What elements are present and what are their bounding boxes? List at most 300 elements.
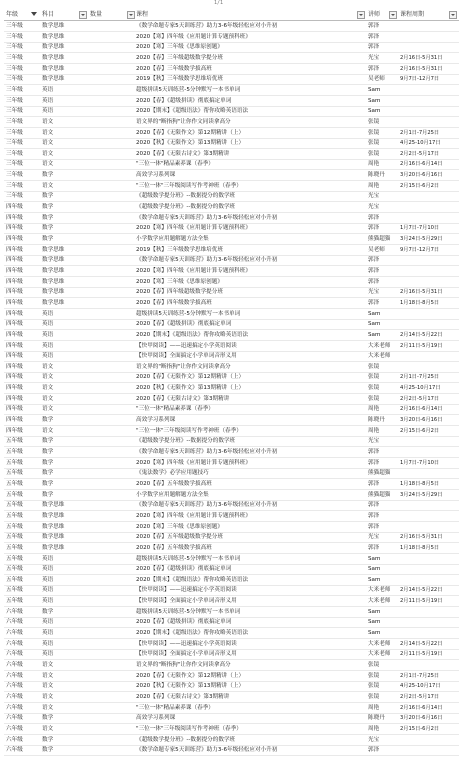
table-row[interactable]: [4, 223, 459, 234]
table-row[interactable]: [4, 234, 459, 245]
cell-teacher[interactable]: 吴老师: [368, 246, 385, 253]
cell-grade[interactable]: 六年级: [6, 619, 23, 626]
cell-teacher[interactable]: 张镜: [368, 129, 380, 136]
cell-course[interactable]: 高效学习系列课: [136, 417, 176, 424]
table-row[interactable]: [4, 341, 459, 352]
cell-period[interactable]: 2月15日-6月2日: [400, 427, 440, 434]
cell-period[interactable]: 2月16日-6月14日: [400, 406, 443, 413]
cell-grade[interactable]: 五年级: [6, 491, 23, 498]
cell-course[interactable]: 2020【期末】《超级语法》帮你攻略英语语法: [136, 576, 249, 583]
cell-subject[interactable]: 数学: [42, 172, 54, 179]
cell-subject[interactable]: 数学思维: [42, 267, 65, 274]
cell-course[interactable]: 2020【期末】《超级语法》帮你攻略英语语法: [136, 331, 249, 338]
cell-teacher[interactable]: 光宝: [368, 534, 380, 541]
cell-grade[interactable]: 五年级: [6, 459, 23, 466]
cell-grade[interactable]: 三年级: [6, 193, 23, 200]
cell-subject[interactable]: 数学: [42, 204, 54, 211]
cell-grade[interactable]: 五年级: [6, 555, 23, 562]
cell-course[interactable]: 2020【寒】三年级《思维原创题》: [136, 44, 223, 51]
cell-subject[interactable]: 英语: [42, 86, 54, 93]
cell-teacher[interactable]: Sam: [368, 108, 381, 115]
table-row[interactable]: [4, 202, 459, 213]
cell-grade[interactable]: 三年级: [6, 118, 23, 125]
cell-period[interactable]: 2月16日-5月31日: [400, 534, 443, 541]
cell-subject[interactable]: 语文: [42, 406, 54, 413]
cell-grade[interactable]: 五年级: [6, 576, 23, 583]
cell-course[interactable]: 超级拼读5天训练营-5分钟默写一本书单词: [136, 310, 241, 317]
cell-subject[interactable]: 语文: [42, 182, 54, 189]
table-row[interactable]: [4, 479, 459, 490]
cell-course[interactable]: 《数学命题专家5天训练营》助力3-6年级轻松应对小升初: [136, 23, 278, 29]
cell-subject[interactable]: 语文: [42, 683, 54, 690]
cell-period[interactable]: [400, 32, 458, 42]
table-row[interactable]: [4, 447, 459, 458]
cell-teacher[interactable]: 光宝: [368, 54, 380, 61]
table-row[interactable]: [4, 543, 459, 554]
table-row[interactable]: [4, 713, 459, 724]
cell-grade[interactable]: 六年级: [6, 693, 23, 700]
cell-period[interactable]: 2月16日-5月31日: [400, 289, 443, 296]
cell-course[interactable]: 2019【秋】三年级数学思维培优班: [136, 246, 223, 253]
cell-grade[interactable]: 三年级: [6, 65, 23, 72]
cell-teacher[interactable]: 张镜: [368, 662, 380, 668]
cell-teacher[interactable]: Sam: [368, 555, 381, 562]
cell-period[interactable]: 2月1日-7月25日: [400, 672, 440, 679]
cell-course[interactable]: 2020【春】五年级数学拔高班: [136, 544, 212, 551]
table-row[interactable]: [4, 298, 459, 309]
cell-period[interactable]: [400, 500, 458, 510]
cell-grade[interactable]: 六年级: [6, 704, 23, 711]
table-row[interactable]: [4, 53, 459, 64]
cell-subject[interactable]: 语文: [42, 374, 54, 381]
cell-course[interactable]: 超级拼读5天训练营-5分钟默写一本书单词: [136, 555, 241, 562]
cell-period[interactable]: [400, 255, 458, 265]
cell-grade[interactable]: 六年级: [6, 683, 23, 690]
cell-course[interactable]: 2020【春】五年级数学拔高班: [136, 480, 212, 487]
cell-subject[interactable]: 数学思维: [42, 512, 65, 519]
cell-period[interactable]: 2月11日-5月19日: [400, 651, 443, 658]
cell-subject[interactable]: 语文: [42, 395, 54, 402]
cell-period[interactable]: [400, 607, 458, 617]
cell-course[interactable]: 《数学命题专家5天训练营》助力3-6年级轻松应对小升初: [136, 214, 278, 221]
cell-grade[interactable]: 三年级: [6, 150, 23, 157]
table-row[interactable]: [4, 64, 459, 75]
cell-teacher[interactable]: 大米老师: [368, 587, 391, 594]
cell-period[interactable]: 2月1日-7月25日: [400, 374, 440, 381]
cell-subject[interactable]: 数学思维: [42, 502, 65, 509]
table-row[interactable]: [4, 383, 459, 394]
cell-course[interactable]: "三位一体"三年级阅读写作考神班（春季）: [136, 182, 242, 189]
cell-course[interactable]: 2020【春】《无限古诗文》第3期精讲: [136, 395, 230, 402]
table-row[interactable]: [4, 266, 459, 277]
cell-teacher[interactable]: 陈晓丹: [368, 417, 385, 424]
cell-teacher[interactable]: 张镜: [368, 693, 380, 700]
cell-course[interactable]: 2020【秋】《无限作文》第13期精讲（上）: [136, 385, 245, 392]
cell-teacher[interactable]: 吴老师: [368, 76, 385, 83]
cell-grade[interactable]: 四年级: [6, 353, 23, 360]
cell-course[interactable]: 【快甲阅读】全面搞定小学单词音形义用: [136, 651, 237, 658]
cell-period[interactable]: 2月2日-5月17日: [400, 693, 440, 700]
cell-teacher[interactable]: 郭泽: [368, 278, 380, 285]
cell-subject[interactable]: 数学: [42, 747, 54, 754]
table-row[interactable]: [4, 245, 459, 256]
cell-grade[interactable]: 四年级: [6, 214, 23, 221]
cell-period[interactable]: 9月7日-12月7日: [400, 76, 440, 83]
cell-teacher[interactable]: 郭泽: [368, 225, 380, 232]
cell-period[interactable]: [400, 117, 458, 127]
cell-teacher[interactable]: 郭泽: [368, 523, 380, 530]
cell-course[interactable]: 2020【寒】三年级《思维原创题》: [136, 278, 223, 285]
cell-period[interactable]: [400, 362, 458, 372]
header-quantity[interactable]: [90, 10, 136, 20]
cell-grade[interactable]: 五年级: [6, 449, 23, 455]
header-course[interactable]: [136, 10, 366, 20]
cell-course[interactable]: 2020【寒】四年级《应用题计算专题预科班》: [136, 459, 251, 466]
table-row[interactable]: [4, 522, 459, 533]
cell-teacher[interactable]: 张镜: [368, 385, 380, 392]
cell-subject[interactable]: 数学: [42, 193, 54, 200]
cell-period[interactable]: 3月20日-6月16日: [400, 715, 443, 722]
filter-dropdown-icon[interactable]: [389, 11, 397, 19]
cell-period[interactable]: [400, 85, 458, 95]
table-row[interactable]: [4, 309, 459, 320]
cell-period[interactable]: 4月25-10月17日: [400, 140, 441, 147]
cell-grade[interactable]: 四年级: [6, 385, 23, 392]
cell-period[interactable]: [400, 42, 458, 52]
cell-teacher[interactable]: 张镜: [368, 150, 380, 157]
cell-subject[interactable]: 语文: [42, 672, 54, 679]
table-row[interactable]: [4, 436, 459, 447]
cell-teacher[interactable]: Sam: [368, 566, 381, 573]
cell-teacher[interactable]: 郭泽: [368, 459, 380, 466]
cell-course[interactable]: 2020【春】《无限古诗文》第3期精讲: [136, 150, 230, 157]
cell-period[interactable]: 2月2日-5月17日: [400, 395, 440, 402]
cell-teacher[interactable]: 张镜: [368, 374, 380, 381]
cell-teacher[interactable]: 大米老师: [368, 353, 391, 360]
cell-course[interactable]: 《超级数学提分班》--数据提分的数学班: [136, 438, 236, 445]
cell-subject[interactable]: 英语: [42, 331, 54, 338]
filter-dropdown-icon[interactable]: [449, 11, 457, 19]
table-row[interactable]: [4, 277, 459, 288]
cell-teacher[interactable]: 熊猫超猫: [368, 470, 391, 477]
table-row[interactable]: [4, 607, 459, 618]
cell-teacher[interactable]: Sam: [368, 310, 381, 317]
cell-grade[interactable]: 五年级: [6, 470, 23, 477]
table-row[interactable]: [4, 426, 459, 437]
cell-grade[interactable]: 四年级: [6, 225, 23, 232]
cell-grade[interactable]: 三年级: [6, 108, 23, 115]
cell-period[interactable]: 2月16日-5月31日: [400, 65, 443, 72]
cell-subject[interactable]: 数学: [42, 449, 54, 455]
cell-teacher[interactable]: Sam: [368, 608, 381, 615]
cell-teacher[interactable]: 大米老师: [368, 598, 391, 605]
cell-course[interactable]: 超级拼读5天训练营-5分钟默写一本书单词: [136, 86, 241, 93]
cell-teacher[interactable]: 郭泽: [368, 299, 380, 306]
cell-grade[interactable]: 四年级: [6, 395, 23, 402]
table-row[interactable]: [4, 362, 459, 373]
table-row[interactable]: [4, 149, 459, 160]
cell-teacher[interactable]: 张镜: [368, 140, 380, 147]
cell-teacher[interactable]: 周艳: [368, 427, 380, 434]
cell-subject[interactable]: 语文: [42, 129, 54, 136]
cell-teacher[interactable]: 周艳: [368, 406, 380, 413]
cell-subject[interactable]: 英语: [42, 108, 54, 115]
cell-teacher[interactable]: 熊猫超猫: [368, 491, 391, 498]
cell-teacher[interactable]: 光宝: [368, 193, 380, 200]
cell-subject[interactable]: 英语: [42, 651, 54, 658]
cell-course[interactable]: 小学数学应用题解题方法全集: [136, 491, 209, 498]
cell-grade[interactable]: 三年级: [6, 44, 23, 51]
cell-grade[interactable]: 四年级: [6, 204, 23, 211]
cell-subject[interactable]: 数学: [42, 225, 54, 232]
cell-teacher[interactable]: 陈晓丹: [368, 715, 385, 722]
cell-period[interactable]: [400, 309, 458, 319]
cell-period[interactable]: 2月14日-5月22日: [400, 587, 443, 594]
table-row[interactable]: [4, 404, 459, 415]
cell-grade[interactable]: 四年级: [6, 236, 23, 242]
cell-period[interactable]: 4月25-10月17日: [400, 683, 441, 690]
cell-grade[interactable]: 六年级: [6, 651, 23, 658]
cell-subject[interactable]: 语文: [42, 161, 54, 168]
cell-teacher[interactable]: 光宝: [368, 204, 380, 211]
cell-subject[interactable]: 英语: [42, 353, 54, 360]
cell-period[interactable]: 1月18日-8月5日: [400, 480, 440, 487]
table-row[interactable]: [4, 85, 459, 96]
table-row[interactable]: [4, 255, 459, 266]
cell-course[interactable]: 2020【寒】四年级《应用题计算专题预科班》: [136, 33, 251, 40]
cell-period[interactable]: 2月11日-5月19日: [400, 342, 443, 349]
cell-subject[interactable]: 英语: [42, 342, 54, 349]
cell-course[interactable]: 《鬼法数学》必学应用题技巧: [136, 470, 209, 477]
cell-grade[interactable]: 四年级: [6, 246, 23, 253]
table-row[interactable]: [4, 319, 459, 330]
cell-period[interactable]: 2月16日-6月14日: [400, 161, 443, 168]
cell-period[interactable]: 2月15日-6月2日: [400, 182, 440, 189]
cell-teacher[interactable]: 光宝: [368, 438, 380, 445]
cell-period[interactable]: [400, 266, 458, 276]
cell-subject[interactable]: 语文: [42, 118, 54, 125]
cell-teacher[interactable]: 周艳: [368, 161, 380, 168]
cell-teacher[interactable]: 郭泽: [368, 480, 380, 487]
cell-grade[interactable]: 五年级: [6, 598, 23, 605]
cell-grade[interactable]: 四年级: [6, 310, 23, 317]
cell-subject[interactable]: 数学思维: [42, 523, 65, 530]
cell-teacher[interactable]: Sam: [368, 97, 381, 104]
cell-teacher[interactable]: 郭泽: [368, 267, 380, 274]
cell-course[interactable]: 2020【春】《无限古诗文》第3期精讲: [136, 693, 230, 700]
cell-teacher[interactable]: 郭泽: [368, 544, 380, 551]
cell-teacher[interactable]: 张镜: [368, 395, 380, 402]
header-period[interactable]: [400, 10, 458, 20]
cell-course[interactable]: 《超级数学提分班》--数据提分的数学班: [136, 204, 236, 211]
cell-period[interactable]: [400, 554, 458, 564]
cell-course[interactable]: 【快甲阅读】——迅速搞定小学英语阅读: [136, 342, 237, 349]
cell-course[interactable]: 语文界的"断指狗"让你作文同读拿高分: [136, 118, 231, 125]
cell-subject[interactable]: 语文: [42, 427, 54, 434]
cell-course[interactable]: "三位一体"三年级阅读写作考神班（春季）: [136, 725, 242, 732]
cell-period[interactable]: [400, 213, 458, 223]
cell-course[interactable]: 2019【秋】三年级数学思维培优班: [136, 76, 223, 83]
header-teacher[interactable]: [368, 10, 398, 20]
cell-course[interactable]: 2020【寒】三年级《思维原创题》: [136, 523, 223, 530]
cell-period[interactable]: 1月7日-7月10日: [400, 225, 440, 232]
table-row[interactable]: [4, 735, 459, 746]
cell-course[interactable]: 2020【春】《无限作文》第12期精讲（上）: [136, 129, 245, 136]
table-row[interactable]: [4, 692, 459, 703]
cell-subject[interactable]: 数学: [42, 438, 54, 445]
table-row[interactable]: [4, 181, 459, 192]
cell-period[interactable]: 2月11日-5月19日: [400, 598, 443, 605]
cell-grade[interactable]: 六年级: [6, 608, 23, 615]
table-row[interactable]: [4, 575, 459, 586]
cell-subject[interactable]: 数学思维: [42, 76, 65, 83]
table-row[interactable]: [4, 660, 459, 671]
cell-grade[interactable]: 六年级: [6, 747, 23, 754]
cell-period[interactable]: [400, 628, 458, 638]
cell-grade[interactable]: 五年级: [6, 502, 23, 509]
table-row[interactable]: [4, 415, 459, 426]
table-row[interactable]: [4, 649, 459, 660]
cell-grade[interactable]: 四年级: [6, 321, 23, 328]
cell-subject[interactable]: 语文: [42, 725, 54, 732]
cell-grade[interactable]: 六年级: [6, 672, 23, 679]
cell-grade[interactable]: 四年级: [6, 417, 23, 424]
cell-period[interactable]: 3月20日-6月16日: [400, 417, 443, 424]
cell-teacher[interactable]: Sam: [368, 321, 381, 328]
cell-course[interactable]: 【快甲阅读】——迅速搞定小学英语阅读: [136, 640, 237, 647]
cell-course[interactable]: 【快甲阅读】——迅速搞定小学英语阅读: [136, 587, 237, 594]
cell-subject[interactable]: 数学思维: [42, 65, 65, 72]
table-row[interactable]: [4, 117, 459, 128]
cell-teacher[interactable]: Sam: [368, 331, 381, 338]
table-row[interactable]: [4, 74, 459, 85]
table-row[interactable]: [4, 554, 459, 565]
cell-grade[interactable]: 五年级: [6, 587, 23, 594]
cell-course[interactable]: 《超级数学提分班》--数据提分的数学班: [136, 193, 236, 200]
cell-grade[interactable]: 三年级: [6, 140, 23, 147]
cell-period[interactable]: [400, 735, 458, 745]
filter-active-icon[interactable]: [31, 12, 37, 16]
cell-teacher[interactable]: 大米老师: [368, 651, 391, 658]
cell-course[interactable]: 2020【寒】四年级《应用题计算专题预科班》: [136, 267, 251, 274]
table-row[interactable]: [4, 724, 459, 735]
header-grade[interactable]: [6, 10, 40, 20]
cell-period[interactable]: 2月14日-5月22日: [400, 331, 443, 338]
cell-period[interactable]: 3月24日-5月29日: [400, 236, 443, 242]
cell-teacher[interactable]: 郭泽: [368, 44, 380, 51]
cell-teacher[interactable]: 大米老师: [368, 640, 391, 647]
table-row[interactable]: [4, 138, 459, 149]
cell-subject[interactable]: 数学: [42, 417, 54, 424]
table-row[interactable]: [4, 128, 459, 139]
cell-period[interactable]: [400, 745, 458, 755]
cell-grade[interactable]: 五年级: [6, 534, 23, 541]
table-row[interactable]: [4, 372, 459, 383]
cell-teacher[interactable]: 张镜: [368, 672, 380, 679]
table-row[interactable]: [4, 42, 459, 53]
cell-course[interactable]: 2020【春】《超级拼读》彻底搞定单词: [136, 321, 232, 328]
cell-teacher[interactable]: 周艳: [368, 725, 380, 732]
cell-period[interactable]: [400, 447, 458, 457]
cell-teacher[interactable]: 郭泽: [368, 257, 380, 264]
cell-subject[interactable]: 语文: [42, 385, 54, 392]
cell-subject[interactable]: 数学: [42, 480, 54, 487]
cell-grade[interactable]: 五年级: [6, 480, 23, 487]
cell-grade[interactable]: 三年级: [6, 23, 23, 29]
cell-course[interactable]: 2020【春】三年级数学拔高班: [136, 65, 212, 72]
table-row[interactable]: [4, 745, 459, 756]
cell-period[interactable]: [400, 617, 458, 627]
cell-course[interactable]: 2020【秋】《无限作文》第13期精讲（上）: [136, 683, 245, 690]
cell-subject[interactable]: 数学思维: [42, 54, 65, 61]
cell-teacher[interactable]: 郭泽: [368, 747, 380, 754]
cell-course[interactable]: 《超级数学提分班》--数据提分的数学班: [136, 736, 236, 743]
cell-course[interactable]: "三位一体"三年级阅读写作考神班（春季）: [136, 427, 242, 434]
cell-course[interactable]: 《数学命题专家5天训练营》助力3-6年级轻松应对小升初: [136, 257, 278, 264]
cell-subject[interactable]: 数学: [42, 459, 54, 466]
cell-subject[interactable]: 数学思维: [42, 257, 65, 264]
cell-teacher[interactable]: 张镜: [368, 363, 380, 370]
table-row[interactable]: [4, 458, 459, 469]
cell-subject[interactable]: 英语: [42, 630, 54, 637]
table-row[interactable]: [4, 596, 459, 607]
cell-subject[interactable]: 数学思维: [42, 544, 65, 551]
cell-course[interactable]: "三位一体"精品素养课（春季）: [136, 406, 214, 413]
table-row[interactable]: [4, 500, 459, 511]
table-row[interactable]: [4, 191, 459, 202]
cell-subject[interactable]: 英语: [42, 598, 54, 605]
cell-period[interactable]: [400, 21, 458, 31]
cell-grade[interactable]: 四年级: [6, 289, 23, 296]
cell-subject[interactable]: 语文: [42, 662, 54, 668]
cell-period[interactable]: [400, 468, 458, 478]
cell-grade[interactable]: 三年级: [6, 129, 23, 136]
cell-subject[interactable]: 英语: [42, 321, 54, 328]
cell-period[interactable]: 1月18日-8月5日: [400, 544, 440, 551]
cell-subject[interactable]: 数学思维: [42, 33, 65, 40]
cell-subject[interactable]: 数学: [42, 491, 54, 498]
cell-grade[interactable]: 四年级: [6, 299, 23, 306]
cell-teacher[interactable]: 郭泽: [368, 502, 380, 509]
cell-teacher[interactable]: 周艳: [368, 182, 380, 189]
cell-subject[interactable]: 语文: [42, 140, 54, 147]
cell-course[interactable]: "三位一体"精品素养课（春季）: [136, 704, 214, 711]
cell-grade[interactable]: 六年级: [6, 725, 23, 732]
cell-grade[interactable]: 四年级: [6, 363, 23, 370]
cell-grade[interactable]: 四年级: [6, 374, 23, 381]
cell-course[interactable]: 2020【春】《无限作文》第12期精讲（上）: [136, 374, 245, 381]
cell-subject[interactable]: 数学思维: [42, 246, 65, 253]
table-row[interactable]: [4, 330, 459, 341]
table-row[interactable]: [4, 213, 459, 224]
table-row[interactable]: [4, 617, 459, 628]
cell-teacher[interactable]: 郭泽: [368, 512, 380, 519]
cell-teacher[interactable]: 张镜: [368, 118, 380, 125]
filter-dropdown-icon[interactable]: [79, 11, 87, 19]
cell-subject[interactable]: 语文: [42, 150, 54, 157]
cell-period[interactable]: 1月7日-7月10日: [400, 459, 440, 466]
cell-subject[interactable]: 数学思维: [42, 299, 65, 306]
cell-teacher[interactable]: Sam: [368, 630, 381, 637]
cell-course[interactable]: 【快甲阅读】全面搞定小学单词音形义用: [136, 598, 237, 605]
cell-subject[interactable]: 数学思维: [42, 44, 65, 51]
cell-subject[interactable]: 英语: [42, 555, 54, 562]
cell-period[interactable]: [400, 96, 458, 106]
table-row[interactable]: [4, 32, 459, 43]
table-row[interactable]: [4, 159, 459, 170]
cell-grade[interactable]: 六年级: [6, 640, 23, 647]
cell-teacher[interactable]: 郭泽: [368, 33, 380, 40]
